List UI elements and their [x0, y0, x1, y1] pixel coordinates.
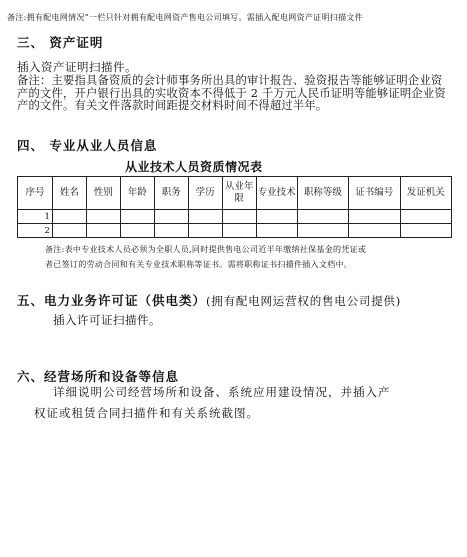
table-row [18, 210, 452, 224]
table-cell [400, 210, 451, 224]
section-3-note: 备注：主要指具备资质的会计师事务所出具的审计报告、验资报告等能够证明企业资产的文件，开户银行出具的实收资本不得低于 2 千万元人民币证明等能够证明企业资产的文件。有关文件落款时间距提交材料时间不得超过半年。 [17, 74, 446, 112]
table-row [18, 224, 452, 238]
table-cell [188, 224, 222, 238]
header-cell: 从业年限 [222, 177, 256, 210]
section-5-heading-suffix: (拥有配电网运营权的售电公司提供) [206, 294, 402, 308]
header-cell: 学历 [188, 177, 222, 210]
table-cell [256, 224, 297, 238]
table-cell [188, 210, 222, 224]
table-cell [256, 210, 297, 224]
table-cell [222, 224, 256, 238]
staff-qualification-table [17, 176, 452, 238]
header-cell: 证书编号 [349, 177, 400, 210]
table-cell [297, 210, 348, 224]
header-cell: 专业技术 [256, 177, 297, 210]
table-cell [154, 224, 188, 238]
header-cell: 序号 [18, 177, 53, 210]
table-cell: 1 [18, 210, 53, 224]
table-cell [120, 210, 154, 224]
top-note: 备注:拥有配电网情况”一栏只针对拥有配电网资产售电公司填写。需插入配电网资产证明扫描文件 [7, 13, 363, 22]
section-3-heading: 三、 资产证明 [17, 35, 104, 50]
table-cell [400, 224, 451, 238]
section-6-line-1: 详细说明公司经营场所和设备、系统应用建设情况，并插入产 [53, 385, 391, 399]
table-note-line-1: 备注:表中专业技术人员必须为全职人员,同时提供售电公司近半年缴纳社保基金的凭证或 [45, 245, 367, 254]
header-cell: 年龄 [120, 177, 154, 210]
section-3-line: 插入资产证明扫描件。 [17, 60, 137, 74]
section-5-line: 插入许可证扫描件。 [53, 313, 161, 327]
table-cell [120, 224, 154, 238]
section-4-heading: 四、 专业从业人员信息 [17, 138, 158, 153]
table-cell [297, 224, 348, 238]
table-cell [222, 210, 256, 224]
section-5-heading: 五、电力业务许可证（供电类） [17, 293, 207, 308]
table-cell [349, 210, 400, 224]
table-title: 从业技术人员资质情况表 [125, 160, 263, 174]
section-6-heading: 六、经营场所和设备等信息 [17, 369, 180, 384]
table-header-row [18, 177, 452, 210]
header-cell: 职务 [154, 177, 188, 210]
header-cell: 发证机关 [400, 177, 451, 210]
table-cell [86, 224, 120, 238]
header-cell: 姓名 [52, 177, 86, 210]
table-note-line-2: 者已签订的劳动合同和有关专业技术职称等证书。需将职称证书扫描件插入文档中。 [45, 260, 353, 269]
table-cell [52, 224, 86, 238]
section-6-line-2: 权证或租赁合同扫描件和有关系统截图。 [34, 406, 259, 420]
header-cell: 职称等级 [297, 177, 348, 210]
table-cell [52, 210, 86, 224]
table-cell [86, 210, 120, 224]
table-cell [154, 210, 188, 224]
table-cell: 2 [18, 224, 53, 238]
table-cell [349, 224, 400, 238]
section-5-heading-row [17, 290, 401, 309]
header-cell: 性别 [86, 177, 120, 210]
